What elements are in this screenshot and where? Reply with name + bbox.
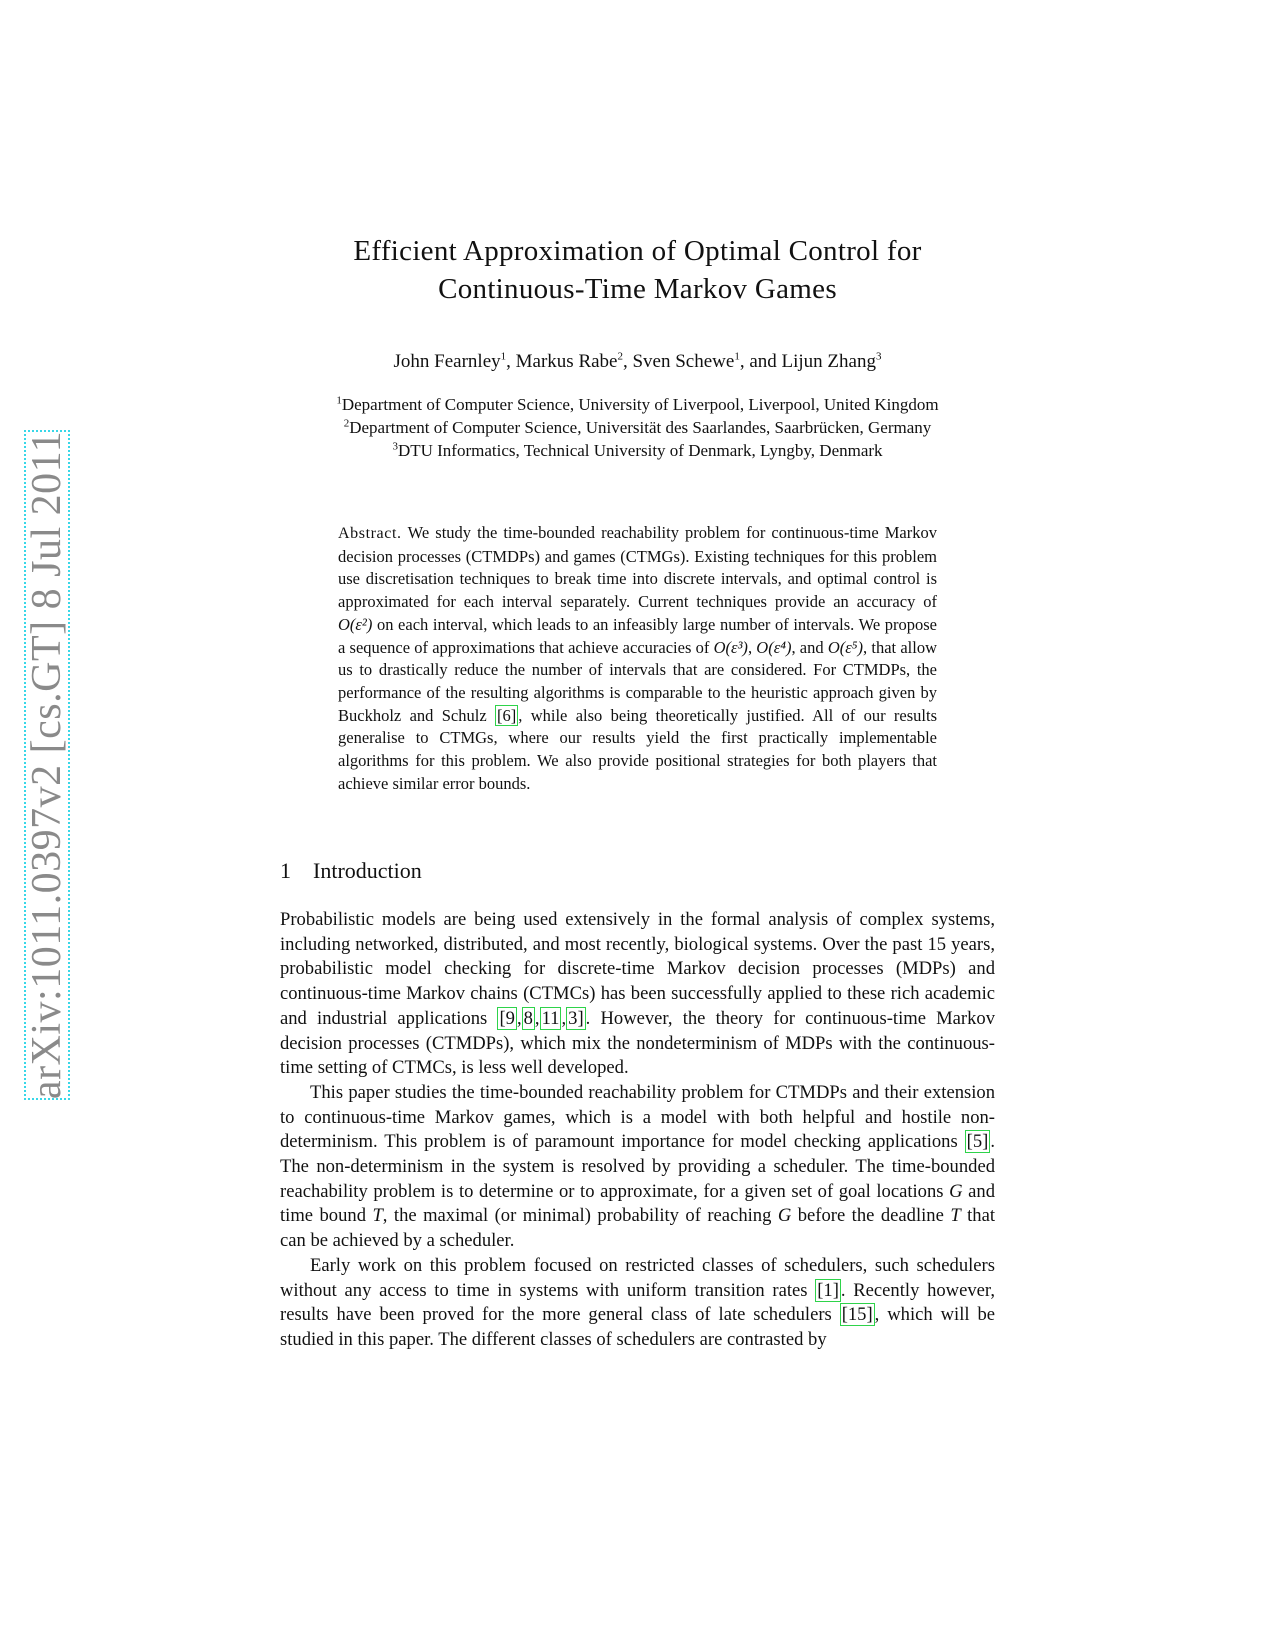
affiliation — [280, 439, 995, 462]
paragraph-text: . The non-determinism in the system is resolved by providing a scheduler. The time-bounded reachability problem is to determine or to approximate, for a given set of goal locations — [280, 1131, 995, 1202]
author-name: John Fearnley — [393, 351, 501, 372]
math-expression: O(ε²) — [338, 614, 373, 634]
abstract-text: , — [747, 637, 757, 657]
paper-title — [280, 232, 995, 308]
math-expression: O(ε⁵) — [827, 637, 864, 657]
abstract-text: , that allow us to drastically reduce the number of intervals that are considered. For CTMDPs, the performance of the resulting algorithms is comparable to the heuristic approach given by Buckholz and Schulz — [338, 637, 937, 725]
abstract-label: Abstract. — [338, 525, 402, 542]
math-symbol: G — [949, 1180, 963, 1202]
author-affiliation-mark: 2 — [617, 350, 623, 363]
author-separator: , and — [739, 351, 782, 372]
paragraph-text: . Recently however, results have been proved for the more general class of late schedulers — [280, 1279, 995, 1326]
citation-link[interactable]: 3] — [568, 1007, 584, 1029]
abstract — [338, 522, 937, 795]
affiliation-text: Department of Computer Science, Universität des Saarlandes, Saarbrücken, Germany — [349, 418, 932, 437]
math-expression: O(ε³) — [713, 637, 748, 657]
affiliation — [280, 393, 995, 416]
math-symbol: T — [372, 1205, 383, 1227]
paragraph — [280, 1254, 995, 1353]
paragraph-text: , the maximal (or minimal) probability of reaching — [382, 1205, 778, 1227]
paragraph — [280, 1081, 995, 1254]
math-symbol: G — [777, 1205, 792, 1227]
affiliation-list — [280, 393, 995, 462]
paragraph-text: Probabilistic models are being used extensively in the formal analysis of complex systems, including networked, distributed, and most recently, biological systems. Over the past 15 years, probabilistic model checking for discrete-time Markov decision processes (MDPs) and continuous-time Markov chains (CTMCs) has been successfully applied to these rich academic and industrial applications — [280, 909, 995, 1029]
arxiv-identifier-stamp — [24, 430, 70, 1100]
math-expression: O(ε⁴) — [756, 637, 792, 657]
abstract-text: We study the time-bounded reachability problem for continuous-time Markov decision processes (CTMDPs) and games (CTMGs). Existing techniques for this problem use discretisation techniques to break time into discrete intervals, and optimal control is approximated for each interval separately. Current techniques provide an accuracy of — [338, 523, 937, 612]
affiliation — [280, 416, 995, 439]
title-line-2: Continuous-Time Markov Games — [438, 273, 837, 305]
citation-link[interactable]: [1] — [817, 1279, 839, 1301]
affiliation-number: 1 — [336, 394, 342, 407]
paragraph-text: This paper studies the time-bounded reachability problem for CTMDPs and their extension to continuous-time Markov games, which is a model with both helpful and hostile non-determinism. This problem is of paramount importance for model checking applications — [280, 1081, 995, 1153]
author-name: Lijun Zhang — [781, 351, 876, 372]
paragraph-text: Early work on this problem focused on restricted classes of schedulers, such schedulers without any access to time in systems with uniform transition rates — [280, 1254, 995, 1301]
author-affiliation-mark: 3 — [875, 350, 882, 363]
citation-link[interactable]: [6] — [497, 705, 517, 725]
paragraph-text: before the deadline — [791, 1205, 951, 1227]
author-name: Markus Rabe — [515, 351, 618, 372]
author-affiliation-mark: 1 — [734, 350, 740, 363]
author-separator: , — [622, 351, 633, 372]
paragraph: Probabilistic models are being used extensively in the formal analysis of complex systems, including networked, distributed, and most recently, biological systems. Over the past 15 years, probabilistic model checking for discrete-time Markov decision processes (MDPs) and continuous-time Markov chains (CTMCs) has been successfully applied to these rich academic and industrial applications [9 , 8 , 11 , 3] . However, the theory for continuous-time Markov decision processes (CTMDPs), which mix the nondeterminism of MDPs with the continuous-time setting of CTMCs, is less well developed. — [280, 909, 996, 1079]
math-symbol: T — [950, 1205, 961, 1227]
affiliation-text: Department of Computer Science, University of Liverpool, Liverpool, United Kingdom — [341, 395, 939, 414]
affiliation-number: 2 — [343, 417, 350, 430]
citation-link[interactable]: [5] — [966, 1131, 989, 1153]
citation-link[interactable]: [9 — [499, 1007, 515, 1029]
affiliation-text: DTU Informatics, Technical University of Denmark, Lyngby, Denmark — [397, 441, 883, 460]
body-text — [280, 908, 995, 1353]
abstract-text: , while also being theoretically justified. All of our results generalise to CTMGs, where our results yield the first practically implementable algorithms for this problem. We also provide positional strategies for both players that achieve similar error bounds. — [338, 705, 937, 793]
author-affiliation-mark: 1 — [500, 350, 507, 363]
citation-link[interactable]: 11 — [541, 1007, 560, 1029]
abstract-text: , and — [791, 637, 828, 657]
affiliation-number: 3 — [392, 440, 398, 453]
author-separator: , — [506, 351, 516, 372]
abstract-text: on each interval, which leads to an infeasibly large number of intervals. We propose a sequence of approximations that achieve accuracies of — [338, 614, 937, 657]
paragraph-text: . However, the theory for continuous-time Markov decision processes (CTMDPs), which mix the nondeterminism of MDPs with the continuous-time setting of CTMCs, is less well developed. — [280, 1007, 996, 1079]
paragraph-text: and time bound — [280, 1180, 996, 1227]
arxiv-identifier: arXiv:1011.0397v2 [cs.GT] 8 Jul 2011 — [24, 430, 70, 1100]
paragraph-text: , which will be studied in this paper. The different classes of schedulers are contrasted by — [280, 1304, 995, 1350]
citation-link[interactable]: [15] — [841, 1304, 873, 1326]
section-heading — [280, 858, 422, 884]
title-line-1: Efficient Approximation of Optimal Control for — [353, 235, 922, 267]
author-name: Sven Schewe — [632, 351, 735, 372]
citation-link[interactable]: 8 — [523, 1007, 533, 1029]
section-number: 1 — [280, 858, 291, 883]
section-title: Introduction — [313, 858, 422, 883]
author-list — [280, 350, 995, 374]
paragraph-text: that can be achieved by a scheduler. — [280, 1205, 995, 1252]
